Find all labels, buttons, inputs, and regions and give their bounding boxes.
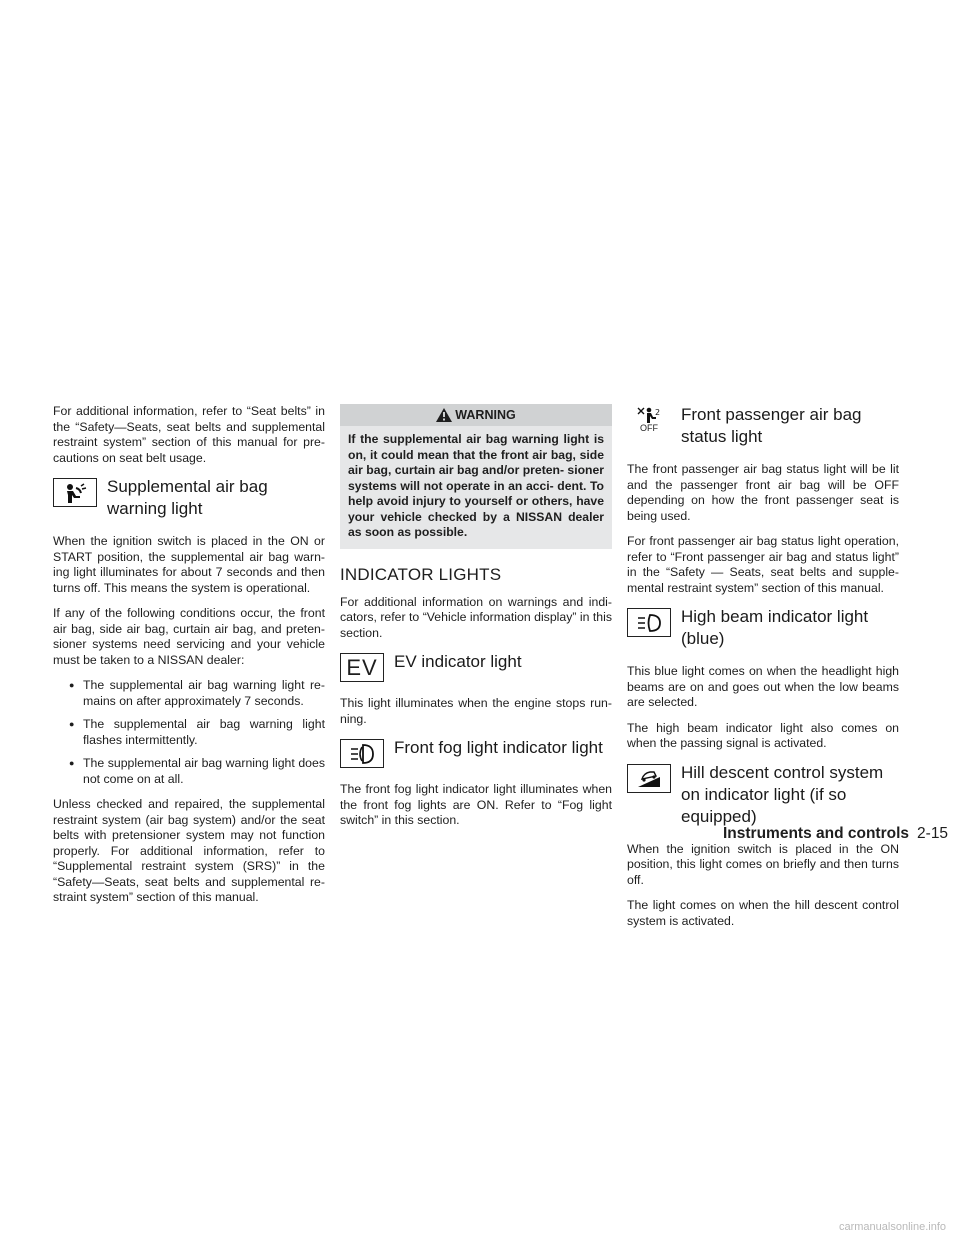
- airbag-paragraph-3: Unless checked and repaired, the supplemental restraint system (air bag system) and/or the seat belts with pretensioner system may not function properly. For additional information, refer to “Supplemental restraint system (SRS)” in the “Safety—Seats, seat belts and supplemental re- straint system” section of this manual.: [53, 797, 325, 904]
- conditions-list: [53, 678, 325, 787]
- airbag-paragraph-2: If any of the following conditions occur, the front air bag, side air bag, curtain air bag, and preten- sioner systems need servicing and your vehicle must be taken to a NISSAN dealer:: [53, 606, 325, 667]
- high-beam-icon: [627, 608, 671, 637]
- warning-triangle-icon: [436, 408, 452, 422]
- high-beam-paragraph-1: This blue light comes on when the headlight high beams are on and goes out when the low beams are selected.: [627, 664, 899, 709]
- ev-paragraph: This light illuminates when the engine stops run- ning.: [340, 696, 612, 726]
- ev-heading-text: EV indicator light: [394, 652, 522, 671]
- passenger-paragraph-1: The front passenger air bag status light will be lit and the passenger front air bag will be OFF depending on how the front passenger seat is being used.: [627, 462, 899, 523]
- footer-section-title: Instruments and controls: [723, 825, 910, 842]
- list-item: ● The supplemental air bag warning light flashes intermittently.: [69, 717, 325, 748]
- fog-heading-text: Front fog light indicator light: [394, 738, 603, 757]
- warning-title: WARNING: [455, 408, 516, 422]
- section-intro: For additional information on warnings and indi- cators, refer to “Vehicle information display” in this section.: [340, 594, 613, 640]
- high-beam-heading-text: High beam indicator light (blue): [681, 607, 869, 648]
- page-number: 2-15: [917, 825, 949, 842]
- warning-box: [340, 404, 612, 549]
- airbag-warning-icon: [53, 478, 97, 507]
- passenger-icon-label: OFF: [640, 423, 658, 433]
- passenger-airbag-heading: [627, 404, 899, 448]
- hill-descent-paragraph-1: When the ignition switch is placed in the ON position, this light comes on briefly and then turns off.: [627, 841, 899, 887]
- list-item: ● The supplemental air bag warning light re- mains on after approximately 7 seconds.: [69, 678, 325, 709]
- warning-body: If the supplemental air bag warning light is on, it could mean that the front air bag, side air bag, curtain air bag and/or preten- sioner systems will not operate in an acci- dent. To help avoid injury to yourself or others, have your vehicle checked by a NISSAN dealer as soon as possible.: [348, 432, 604, 539]
- ev-icon-label: EV: [346, 654, 378, 680]
- airbag-paragraph-1: When the ignition switch is placed in the ON or START position, the supplemental air bag warn- ing light illuminates for about 7 seconds and then turns off. This means the system is operational.: [53, 534, 325, 595]
- column-2: [340, 404, 612, 839]
- passenger-paragraph-2: For front passenger air bag status light operation, refer to “Front passenger air bag and status light” in the “Safety — Seats, seat belts and supple- mental restraint system” section of this manual.: [627, 534, 899, 595]
- fog-paragraph: The front fog light indicator light illuminates when the front fog lights are ON. Refer to “Fog light switch” in this section.: [340, 782, 612, 827]
- column-1: [53, 404, 325, 916]
- ev-indicator-icon: [340, 653, 384, 682]
- front-fog-light-icon: [340, 739, 384, 768]
- intro-paragraph: For additional information, refer to “Seat belts” in the “Safety—Seats, seat belts and supplemental restraint system” section of this manual for pre- cautions on seat belt usage.: [53, 404, 325, 465]
- column-3: [627, 404, 899, 939]
- airbag-heading-text: Supplemental air bag warning light: [107, 477, 268, 518]
- hill-descent-heading-text: Hill descent control system on indicator light (if so equipped): [681, 762, 884, 826]
- hill-descent-heading: [627, 762, 899, 828]
- hill-descent-icon: [627, 764, 671, 793]
- high-beam-heading: [627, 606, 899, 650]
- list-item: ● The supplemental air bag warning light does not come on at all.: [69, 756, 325, 787]
- airbag-warning-heading: [53, 476, 325, 520]
- watermark: carmanualsonline.info: [838, 1221, 946, 1233]
- high-beam-paragraph-2: The high beam indicator light also comes on when the passing signal is activated.: [627, 720, 899, 750]
- warning-header: [340, 404, 612, 426]
- hill-descent-paragraph-2: The light comes on when the hill descent control system is activated.: [627, 898, 899, 928]
- page-footer: [723, 825, 948, 843]
- section-title: INDICATOR LIGHTS: [340, 564, 502, 584]
- fog-heading: [340, 737, 612, 768]
- passenger-airbag-off-icon: [627, 406, 671, 438]
- passenger-heading-text: Front passenger air bag status light: [681, 405, 862, 446]
- svg-text:2: 2: [655, 408, 661, 417]
- ev-heading: [340, 651, 612, 682]
